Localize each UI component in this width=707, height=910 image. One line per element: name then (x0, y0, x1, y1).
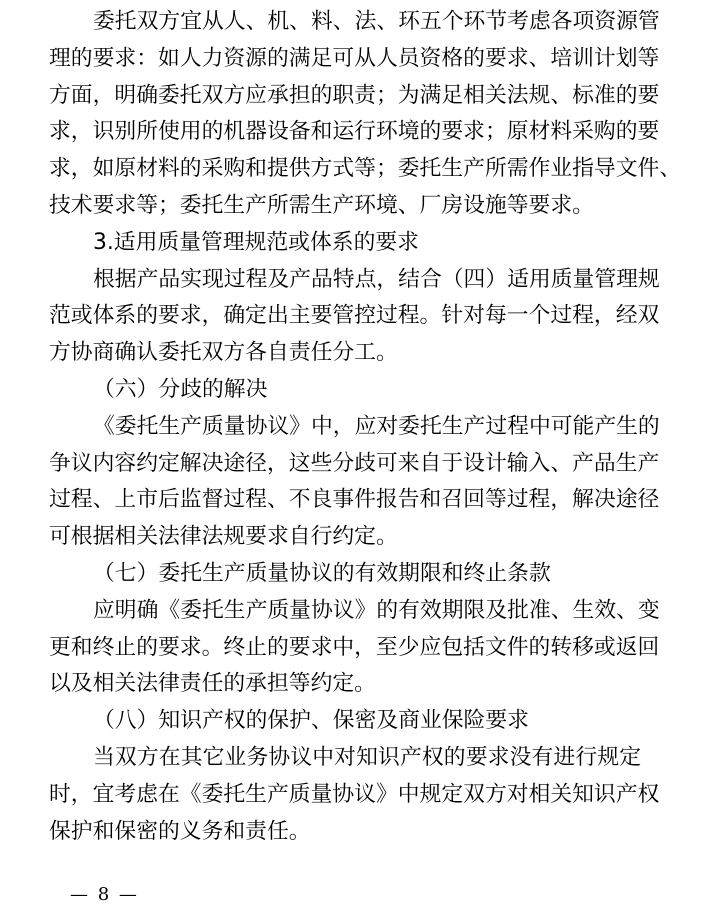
paragraph-line: 《委托生产质量协议》中，应对委托生产过程中可能产生的 (93, 413, 660, 439)
paragraph-line: 根据产品实现过程及产品特点，结合（四）适用质量管理规 (93, 266, 660, 292)
paragraph (49, 593, 660, 703)
paragraph (49, 4, 682, 225)
paragraph (49, 740, 660, 850)
section-heading: （六）分歧的解决 (93, 376, 268, 402)
paragraph-line: 方面，明确委托双方应承担的职责；为满足相关法规、标准的要 (49, 82, 660, 108)
document-body (49, 4, 682, 850)
paragraph-line: 可根据相关法律法规要求自行约定。 (49, 524, 398, 550)
paragraph (49, 262, 660, 372)
paragraph-line: 时，宜考虑在《委托生产质量协议》中规定双方对相关知识产权 (49, 781, 660, 807)
paragraph-line: 争议内容约定解决途径，这些分歧可来自于设计输入、产品生产 (49, 450, 660, 476)
paragraph-line: 理的要求：如人力资源的满足可从人员资格的要求、培训计划等 (49, 45, 660, 71)
section-heading: 3.适用质量管理规范或体系的要求 (93, 229, 419, 255)
page-number: — 8 — (70, 884, 139, 905)
paragraph-line: 技术要求等；委托生产所需生产环境、厂房设施等要求。 (49, 192, 594, 218)
paragraph-line: 当双方在其它业务协议中对知识产权的要求没有进行规定 (93, 744, 641, 770)
paragraph-line: 范或体系的要求，确定出主要管控过程。针对每一个过程，经双 (49, 303, 660, 329)
paragraph-line: 求，识别所使用的机器设备和运行环境的要求；原材料采购的要 (49, 119, 660, 145)
paragraph-line: 更和终止的要求。终止的要求中，至少应包括文件的转移或返回 (49, 634, 660, 660)
paragraph-line: 方协商确认委托双方各自责任分工。 (49, 340, 398, 366)
paragraph-line: 以及相关法律责任的承担等约定。 (49, 671, 376, 697)
paragraph-line: 求，如原材料的采购和提供方式等；委托生产所需作业指导文件、 (49, 156, 682, 182)
paragraph-line: 过程、上市后监督过程、不良事件报告和召回等过程，解决途径 (49, 487, 660, 513)
paragraph-line: 应明确《委托生产质量协议》的有效期限及批准、生效、变 (93, 597, 660, 623)
paragraph-line: 保护和保密的义务和责任。 (49, 818, 311, 844)
paragraph-line: 委托双方宜从人、机、料、法、环五个环节考虑各项资源管 (93, 9, 660, 34)
section-heading: （八）知识产权的保护、保密及商业保险要求 (93, 708, 529, 734)
paragraph (49, 409, 660, 556)
section-heading: （七）委托生产质量协议的有效期限和终止条款 (93, 560, 551, 586)
